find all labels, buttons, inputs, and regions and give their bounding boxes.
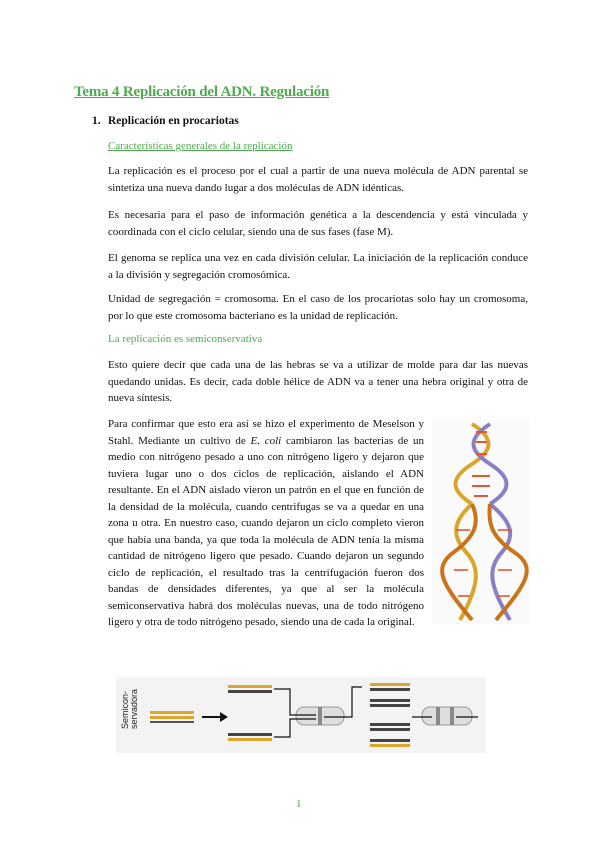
section-heading <box>92 115 239 127</box>
dna-helix-illustration <box>432 420 530 624</box>
paragraph-1: La replicación es el proceso por el cual a partir de una nueva molécula de ADN parental se sintetiza una nueva dando lugar a dos moléculas de ADN idénticas. <box>108 165 528 194</box>
semiconservative-diagram <box>116 677 486 753</box>
replication-scheme <box>116 677 486 753</box>
paragraph-6 <box>108 416 424 631</box>
paragraph-5: Esto quiere decir que cada una de las hebras se va a utilizar de molde para dar las nuevas quedando unidas. Es decir, cada doble hélice de ADN va a tener una hebra original y otra de nueva síntesis. <box>108 359 528 404</box>
paragraph-6-start: Para confirmar que esto era así se hizo el experimento de Meselson y Stahl. Mediante un cultivo de <box>108 418 424 447</box>
diagram-label: Semicon-servadora <box>120 688 139 729</box>
section-title: Replicación en procariotas <box>108 115 239 127</box>
paragraph-2: Es necesaria para el paso de información genética a la descendencia y está vinculada y coordinada con el ciclo celular, siendo una de sus fases (fase M). <box>108 209 528 238</box>
paragraph-4: Unidad de segregación = cromosoma. En el caso de los procariotas solo hay un cromosoma, por lo que este cromosoma bacteriano es la unidad de replicación. <box>108 293 528 322</box>
page-number: 1 <box>296 798 302 810</box>
paragraph-6-end: cambiaron las bacterias de un medio con nitrógeno pesado a uno con nitrógeno ligero y dejaron que tuviera lugar uno o dos ciclos de replicación, aislando el ADN resultante. En el ADN aislado vieron un patrón en el que en función de la densidad de la molécula, cuando centrifugas se va a quedar en una zona u otra. En nuestro caso, cuando dejaron un ciclo completo vieron que había una banda, ya que toda la molécula de ADN tenía la misma cantidad de nitrógeno ligero que pesado. Cuando dejaron un segundo ciclo de replicación, el resultado tras la centrifugación fueron dos bandas de densidades diferentes, ya que al ser la molécula semiconservativa habrá dos moléculas nuevas, una de todo nitrógeno ligero y otra de todo nitrógeno pesado, siendo una de cada la original. <box>108 434 424 628</box>
paragraph-6-species: E. coli <box>250 434 282 447</box>
dna-replication-figure <box>432 420 530 624</box>
section-number: 1. <box>92 115 101 127</box>
page-title: Tema 4 Replicación del ADN. Regulación <box>74 84 330 100</box>
subsection-semiconservative: La replicación es semiconservativa <box>108 333 263 345</box>
subsection-general: Características generales de la replicación <box>108 140 293 152</box>
paragraph-3: El genoma se replica una vez en cada división celular. La iniciación de la replicación conduce a la división y segregación cromosómica. <box>108 252 528 281</box>
